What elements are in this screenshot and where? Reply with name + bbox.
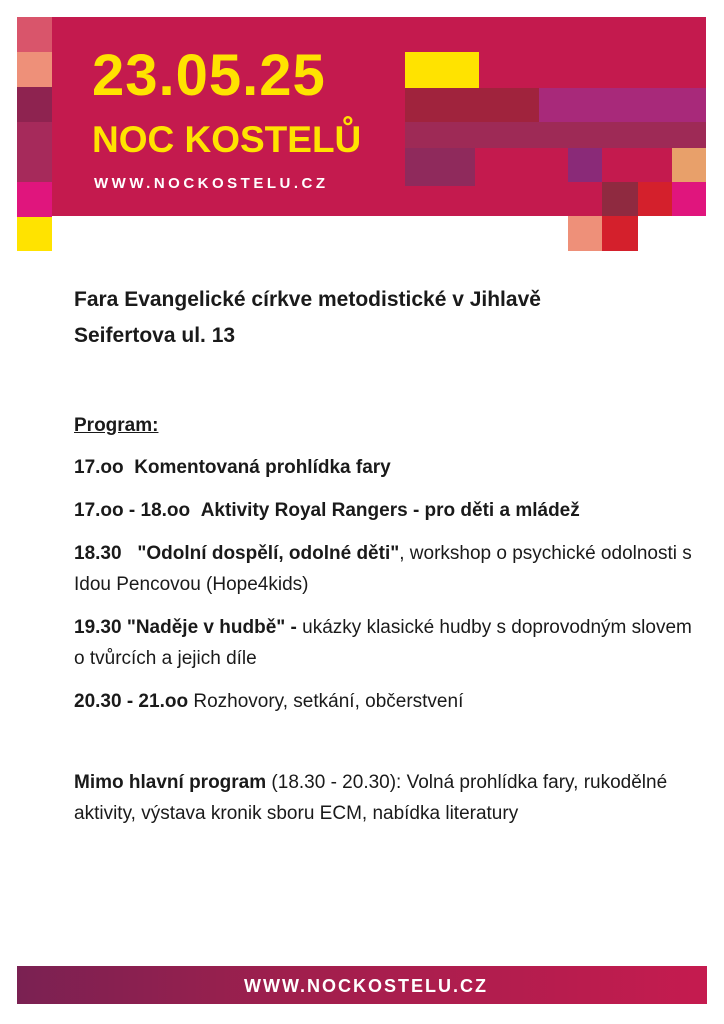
deco-block <box>602 182 638 216</box>
program-title: "Naděje v hudbě" - <box>126 617 297 638</box>
program-title: Aktivity Royal Rangers - pro děti a mládež <box>200 500 580 521</box>
deco-square <box>17 122 52 182</box>
footer-url[interactable]: WWW.NOCKOSTELU.CZ <box>244 976 488 996</box>
main-content <box>74 282 694 829</box>
extra-text: (18.30 - 20.30): Volná prohlídka fary, rukodělné aktivity, výstava kronik sboru ECM, nabídka literatury <box>74 772 668 824</box>
venue-name: Fara Evangelické církve metodistické v Jihlavě <box>74 288 541 311</box>
program-time: 20.30 - 21.oo <box>74 691 189 712</box>
event-date: 23.05.25 <box>92 43 326 108</box>
event-name: NOC KOSTELŮ <box>92 119 362 160</box>
program-title: "Odolní dospělí, odolné děti" <box>137 543 400 564</box>
program-time: 19.30 <box>74 617 122 638</box>
deco-block <box>568 148 602 182</box>
extra-program <box>74 767 694 829</box>
program-desc: Rozhovory, setkání, občerstvení <box>193 691 464 712</box>
deco-square <box>17 52 52 87</box>
program-heading: Program: <box>74 415 159 436</box>
deco-block <box>672 148 706 182</box>
program-item <box>74 495 694 526</box>
deco-block <box>638 182 672 216</box>
deco-square <box>17 17 52 52</box>
program-desc: ukázky klasické hudby s doprovodným slovem o tvůrcích a jejich díle <box>74 617 692 669</box>
program-item <box>74 452 694 483</box>
deco-block <box>539 88 706 122</box>
program-title: Komentovaná prohlídka fary <box>134 457 391 478</box>
program-time: 17.oo - 18.oo <box>74 500 191 521</box>
deco-block <box>405 52 479 88</box>
deco-block <box>568 216 602 251</box>
deco-square <box>17 87 52 122</box>
deco-block <box>405 122 706 148</box>
program-time: 18.30 <box>74 543 122 564</box>
program-item <box>74 686 694 717</box>
deco-block <box>602 216 638 251</box>
venue-address: Seifertova ul. 13 <box>74 324 236 347</box>
deco-square <box>17 217 52 251</box>
extra-label: Mimo hlavní program <box>74 772 267 793</box>
deco-square <box>17 182 52 217</box>
deco-block <box>672 182 706 216</box>
program-item <box>74 538 694 600</box>
program-desc: , workshop o psychické odolnosti s Idou Pencovou (Hope4kids) <box>74 543 692 595</box>
program-time: 17.oo <box>74 457 124 478</box>
deco-block <box>405 88 539 122</box>
deco-block <box>405 148 475 186</box>
program-item <box>74 612 694 674</box>
header-url[interactable]: WWW.NOCKOSTELU.CZ <box>94 175 329 192</box>
